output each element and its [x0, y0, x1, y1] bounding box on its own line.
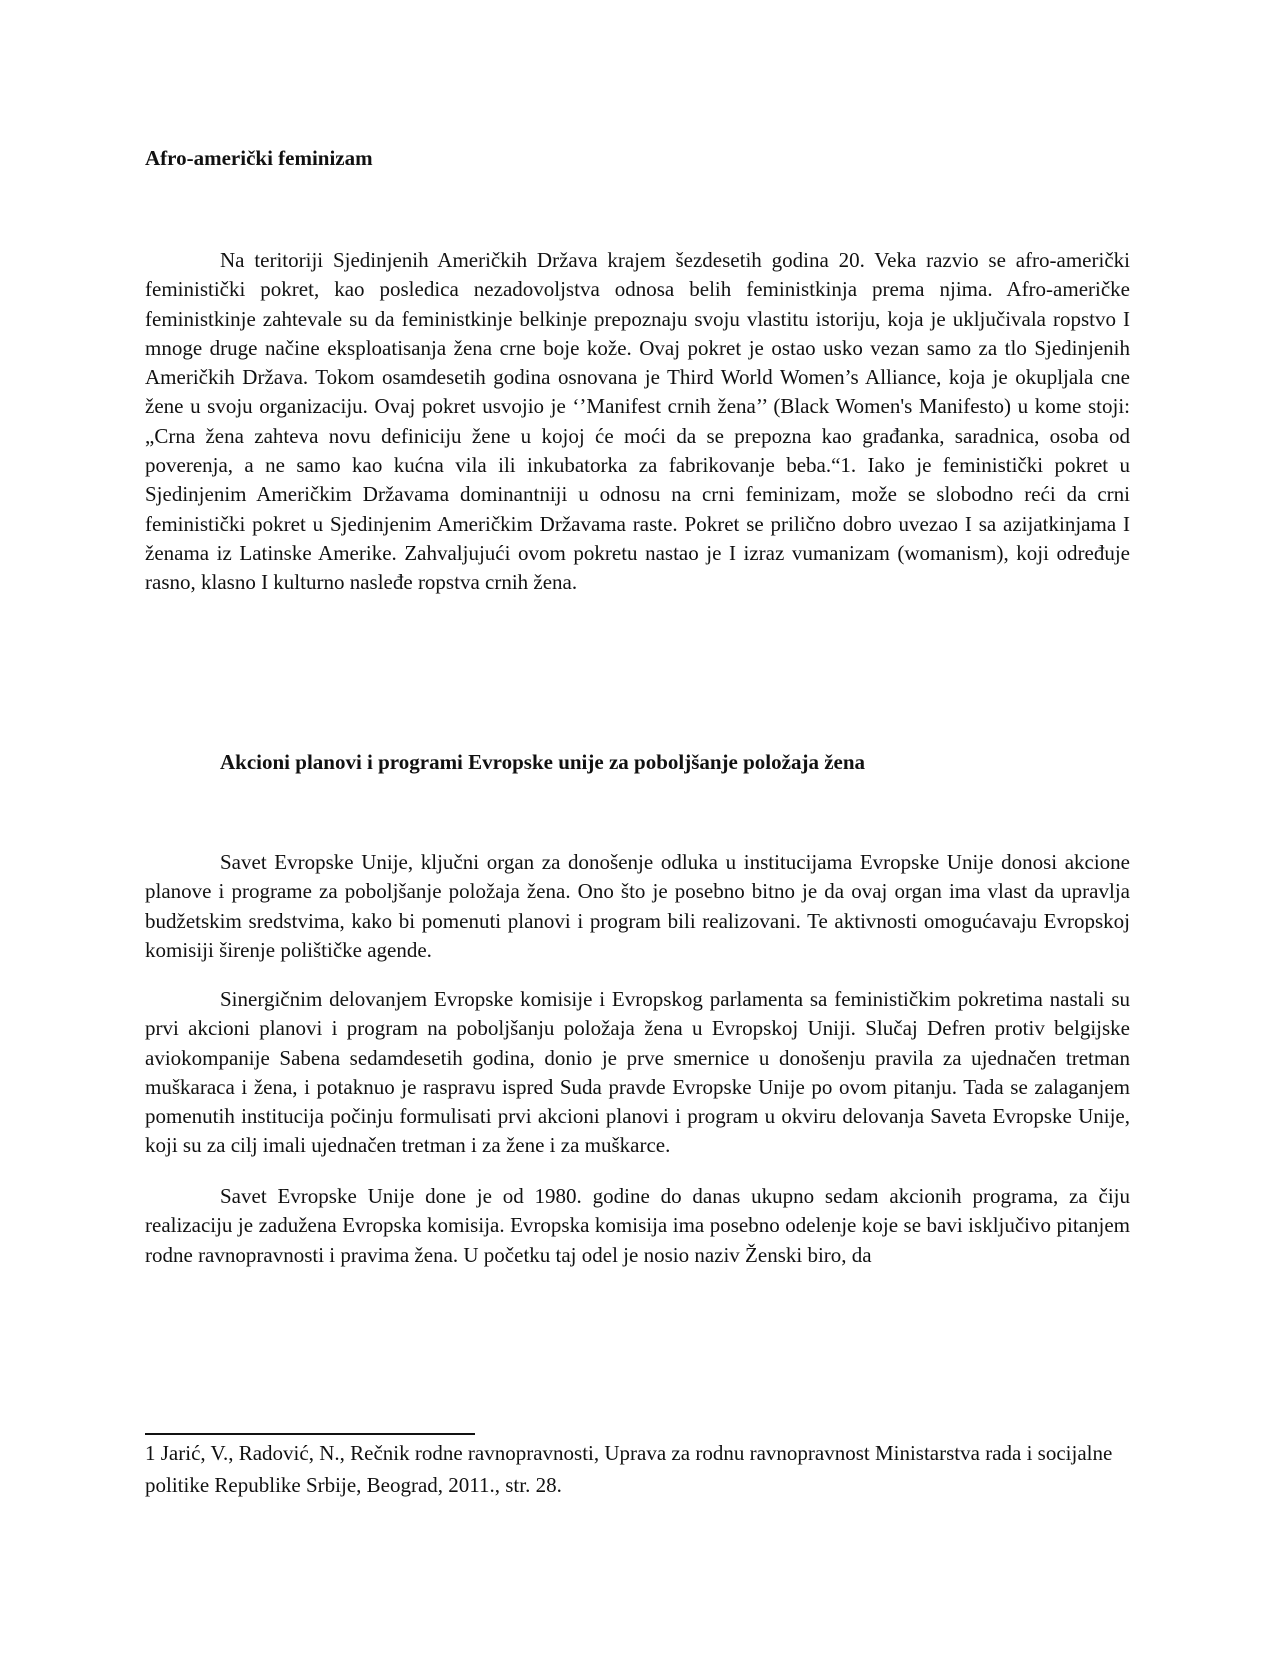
footnote: 1 Jarić, V., Radović, N., Rečnik rodne ravnopravnosti, Uprava za rodnu ravnopravnost Ministarstva rada i socijalne politike Republike Srbije, Beograd, 2011., str. 28.: [145, 1441, 1113, 1497]
paragraph-savet-evropske-unije: Savet Evropske Unije, ključni organ za donošenje odluka u institucijama Evropske Unije donosi akcione planove i programe za poboljšanje položaja žena. Ono što je posebno bitno je da ovaj organ ima vlast da upravlja budžetskim sredstvima, kako bi pomenuti planovi i program bili realizovani. Te aktivnosti omogućavaju Evropskoj komisiji širenje polištičke agende.: [145, 850, 1130, 962]
footnote-separator: [145, 1433, 475, 1435]
section-heading-akcioni-planovi: Akcioni planovi i programi Evropske unije za poboljšanje položaja žena: [220, 750, 866, 774]
section-heading-afro-americki-feminizam: Afro-američki feminizam: [145, 146, 373, 170]
paragraph-akcioni-programi: Savet Evropske Unije done je od 1980. godine do danas ukupno sedam akcionih programa, za čiju realizaciju je zadužena Evropska komisija. Evropska komisija ima posebno odelenje koje se bavi isključivo pitanjem rodne ravnopravnosti i pravima žena. U početku taj odel je nosio naziv Ženski biro, da: [145, 1184, 1130, 1267]
document-page: [145, 0, 1130, 1656]
paragraph-sinergicnim-delovanjem: Sinergičnim delovanjem Evropske komisije i Evropskog parlamenta sa feminističkim pokretima nastali su prvi akcioni planovi i program na poboljšanju položaja žena u Evropskoj Uniji. Slučaj Defren protiv belgijske aviokompanije Sabena sedamdesetih godina, donio je prve smernice u donošenju pravila za ujednačen tretman muškaraca i žena, i potaknuo je raspravu ispred Suda pravde Evropske Unije po ovom pitanju. Tada se zalaganjem pomenutih institucija počinju formulisati prvi akcioni planovi i program u okviru delovanja Saveta Evropske Unije, koji su za cilj imali ujednačen tretman i za žene i za muškarce.: [145, 987, 1130, 1158]
paragraph-afro-american-feminism: Na teritoriji Sjedinjenih Američkih Država krajem šezdesetih godina 20. Veka razvio se afro-američki feministički pokret, kao posledica nezadovoljstva odnosa belih feministkinja prema njima. Afro-američke feministkinje zahtevale su da feministkinje belkinje prepoznaju svoju vlastitu istoriju, koja je uključivala ropstvo I mnoge druge načine eksploatisanja žena crne boje kože. Ovaj pokret je ostao usko vezan samo za tlo Sjedinjenih Američkih Država. Tokom osamdesetih godina osnovana je Third World Women’s Alliance, koja je okupljala cne žene u svoju organizaciju. Ovaj pokret usvojio je ‘’Manifest crnih žena’’ (Black Women's Manifesto) u kome stoji: „Crna žena zahteva novu definiciju žene u kojoj će moći da se prepozna kao građanka, saradnica, osoba od poverenja, a ne samo kao kućna vila ili inkubatorka za fabrikovanje beba.“1. Iako je feministički pokret u Sjedinjenim Američkim Državama dominantniji u odnosu na crni feminizam, može se slobodno reći da crni feministički pokret u Sjedinjenim Američkim Državama raste. Pokret se prilično dobro uvezao I sa azijatkinjama I ženama iz Latinske Amerike. Zahvaljujući ovom pokretu nastao je I izraz vumanizam (womanism), koji određuje rasno, klasno I kulturno nasleđe ropstva crnih žena.: [145, 248, 1130, 595]
